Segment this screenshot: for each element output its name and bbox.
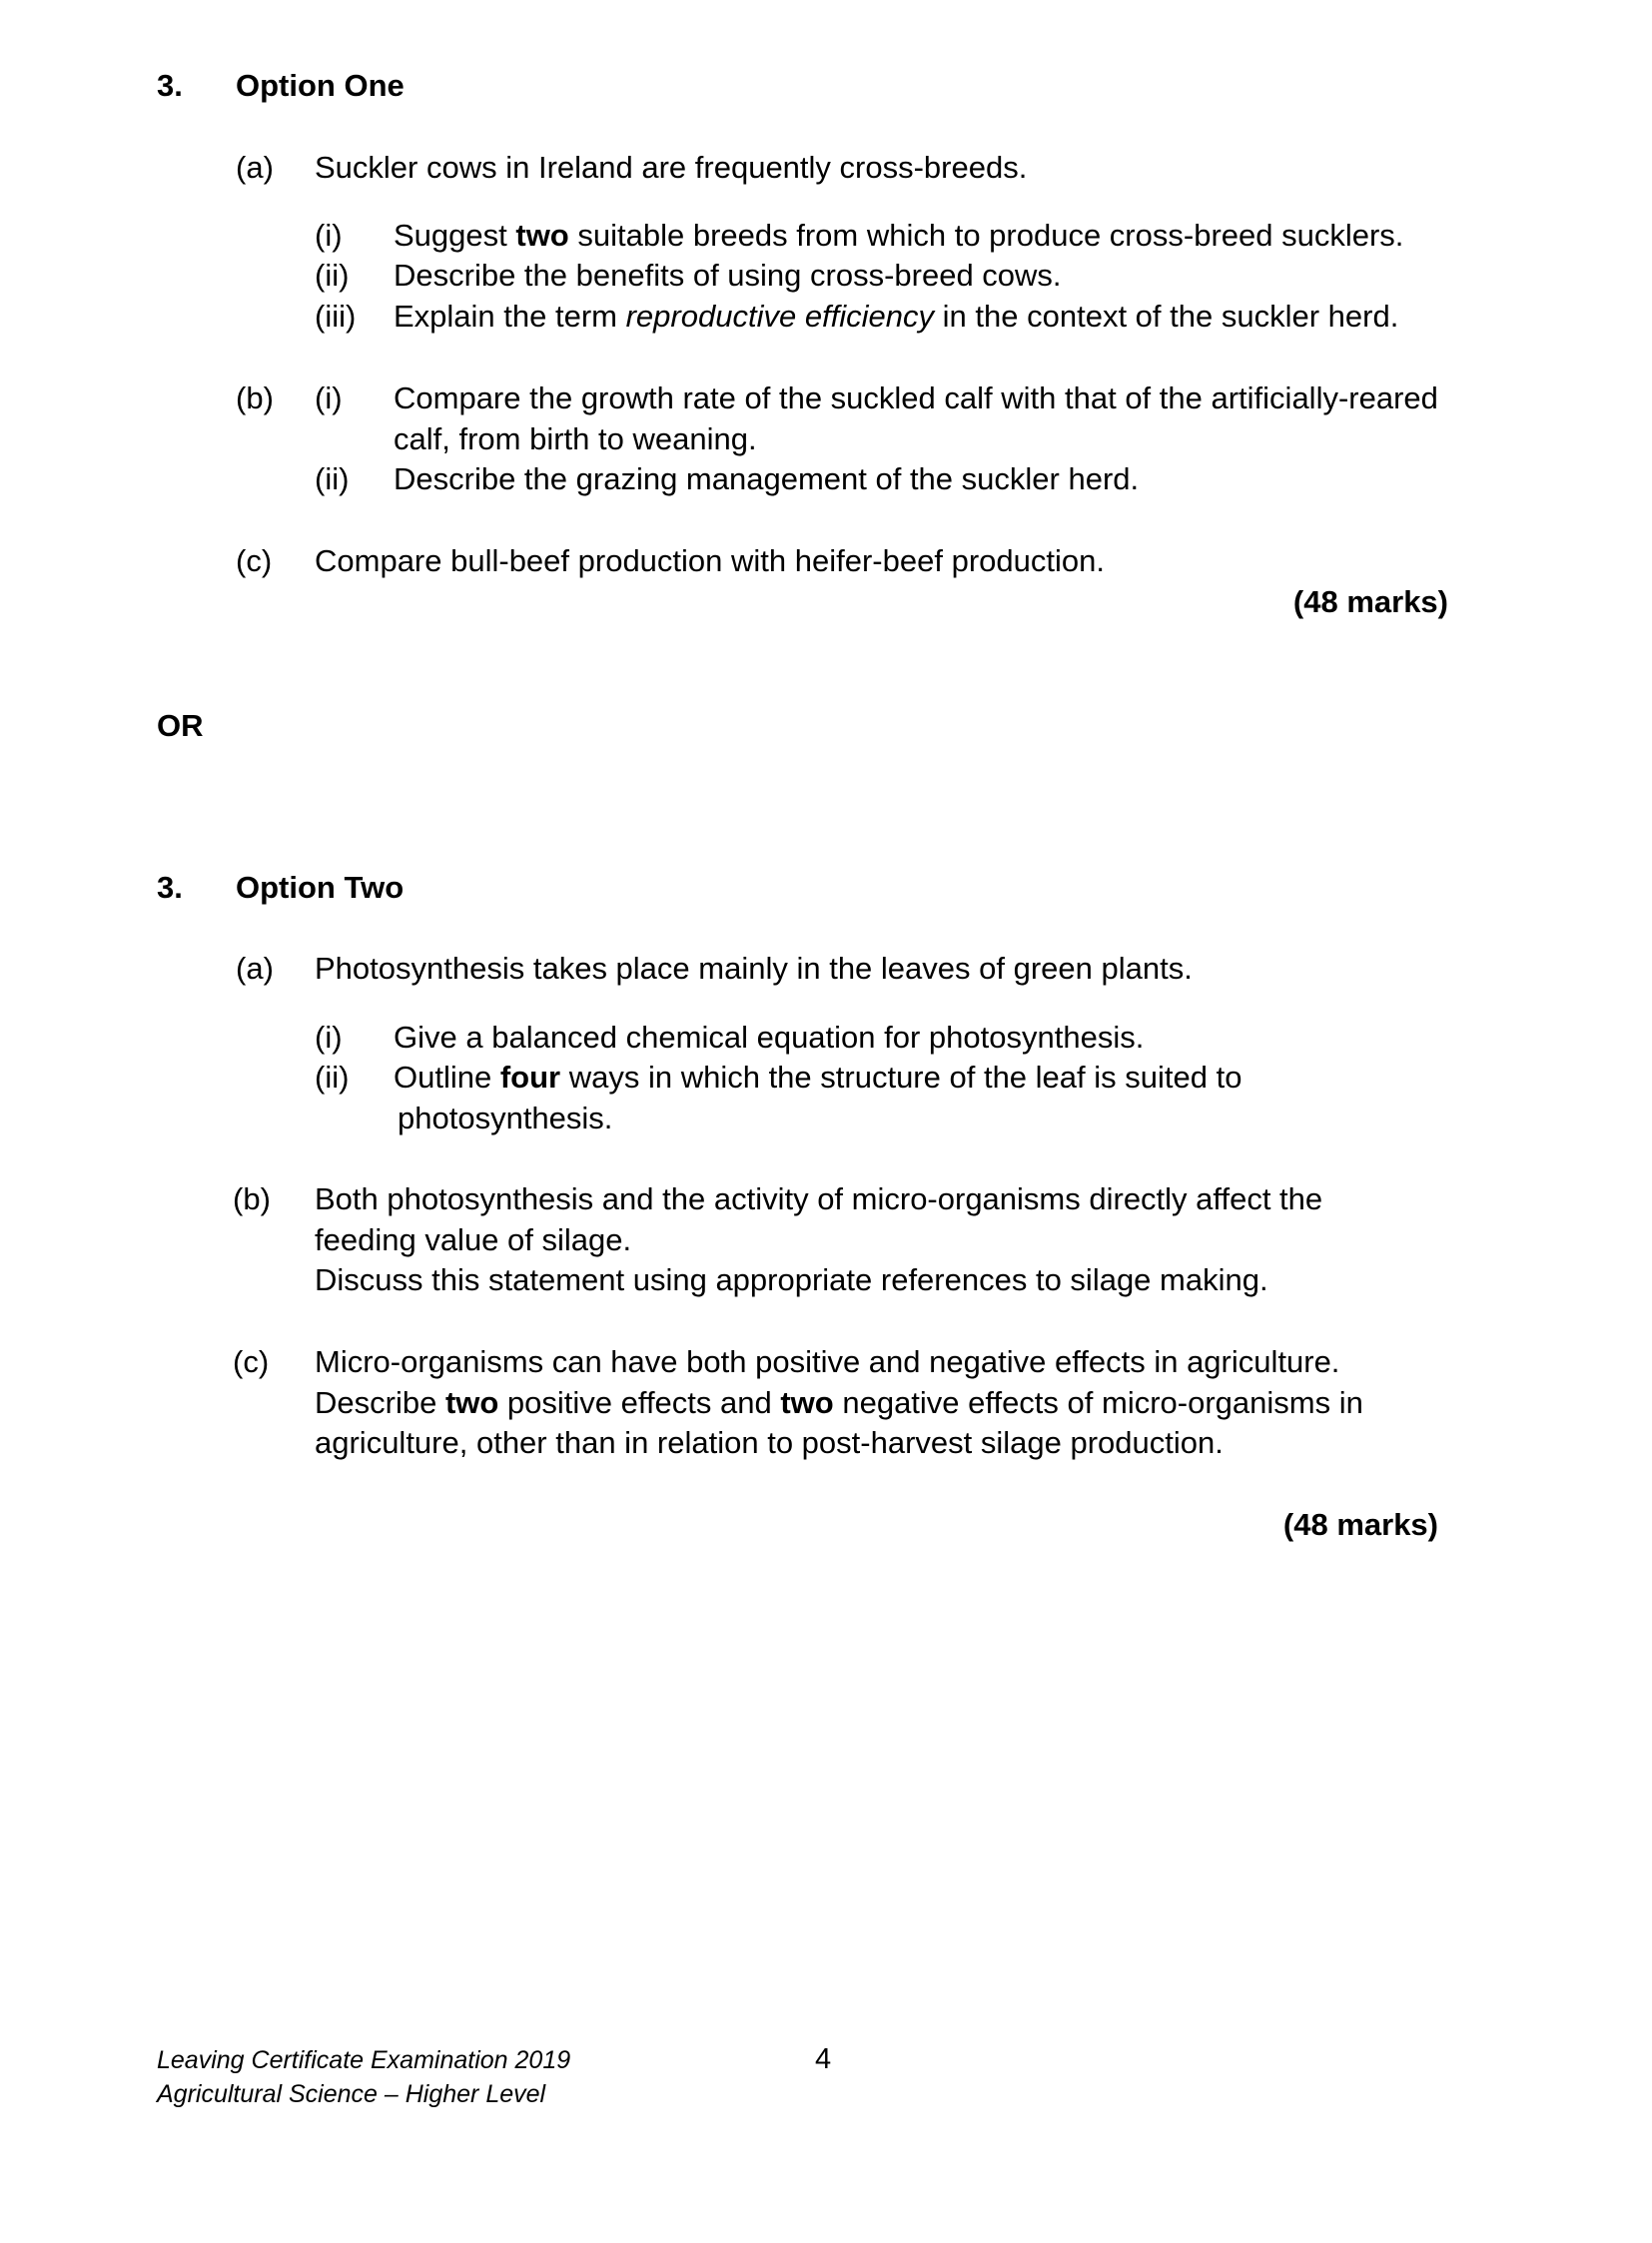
subpart-text: Outline four ways in which the structure of the leaf is suited to — [394, 1060, 1242, 1095]
subpart-text: Explain the term reproductive efficiency in the context of the suckler herd. — [394, 299, 1399, 334]
part-text: Micro-organisms can have both positive and negative effects in agriculture. — [315, 1344, 1340, 1379]
subpart-text-continued: photosynthesis. — [398, 1101, 613, 1135]
part-text-continued: agriculture, other than in relation to post-harvest silage production. — [315, 1425, 1224, 1460]
part-text: Compare bull-beef production with heifer-beef production. — [315, 543, 1105, 578]
part-label: (a) — [236, 150, 274, 185]
subpart-text: Give a balanced chemical equation for photosynthesis. — [394, 1020, 1145, 1055]
question-number: 3. — [157, 68, 183, 103]
or-divider: OR — [157, 708, 204, 743]
marks-label: (48 marks) — [1282, 1507, 1438, 1542]
subpart-text: Describe the benefits of using cross-breed cows. — [394, 258, 1062, 293]
part-text-continued: feeding value of silage. — [315, 1222, 632, 1257]
subpart-text: Compare the growth rate of the suckled calf with that of the artificially-reared — [394, 380, 1438, 415]
page-number: 4 — [815, 2043, 832, 2075]
part-text-continued: Discuss this statement using appropriate references to silage making. — [315, 1262, 1268, 1297]
part-text: Photosynthesis takes place mainly in the leaves of green plants. — [315, 951, 1193, 986]
question-title: Option Two — [236, 870, 405, 905]
part-label: (c) — [233, 1344, 270, 1379]
subpart-label: (i) — [315, 218, 343, 253]
question-title: Option One — [236, 68, 405, 103]
subpart-label: (iii) — [315, 299, 357, 334]
footer-exam-title: Leaving Certificate Examination 2019 — [157, 2046, 571, 2074]
part-text-continued: Describe two positive effects and two negative effects of micro-organisms in — [315, 1385, 1363, 1420]
footer-subject: Agricultural Science – Higher Level — [157, 2080, 546, 2108]
subpart-label: (i) — [315, 1020, 343, 1055]
part-label: (b) — [233, 1181, 271, 1216]
marks-label: (48 marks) — [1292, 584, 1448, 619]
subpart-label: (ii) — [315, 1060, 350, 1095]
subpart-label: (i) — [315, 380, 343, 415]
question-number: 3. — [157, 870, 183, 905]
subpart-text: Suggest two suitable breeds from which to produce cross-breed sucklers. — [394, 218, 1404, 253]
subpart-label: (ii) — [315, 461, 350, 496]
part-label: (c) — [236, 543, 273, 578]
part-label: (a) — [236, 951, 274, 986]
part-text: Both photosynthesis and the activity of micro-organisms directly affect the — [315, 1181, 1323, 1216]
part-label: (b) — [236, 380, 274, 415]
subpart-text-continued: calf, from birth to weaning. — [394, 421, 757, 456]
part-text: Suckler cows in Ireland are frequently cross-breeds. — [315, 150, 1028, 185]
subpart-label: (ii) — [315, 258, 350, 293]
subpart-text: Describe the grazing management of the suckler herd. — [394, 461, 1140, 496]
